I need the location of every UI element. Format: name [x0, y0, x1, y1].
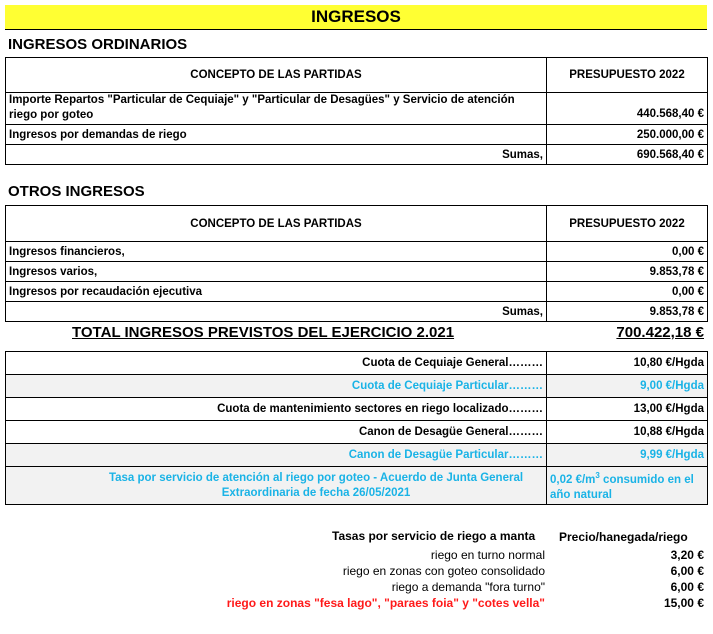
total-label: TOTAL INGRESOS PREVISTOS DEL EJERCICIO 2.021 — [72, 324, 455, 341]
fee-label: Canon de Desagüe Particular……… — [6, 444, 547, 467]
fee-value: 10,88 €/Hgda — [547, 421, 708, 444]
fee-value: 13,00 €/Hgda — [547, 398, 708, 421]
other-row-concept: Ingresos financieros, — [6, 242, 547, 262]
other-income-title: OTROS INGRESOS — [8, 183, 145, 200]
page-title-banner: INGRESOS — [5, 5, 707, 30]
manta-row-label-alert: riego en zonas "fesa lago", "paraes foia" y "cotes vella" — [226, 596, 545, 610]
other-sum-label: Sumas, — [6, 302, 547, 322]
ordinary-row-amount: 440.568,40 € — [547, 93, 708, 125]
budget-header: PRESUPUESTO 2022 — [547, 206, 708, 242]
other-income-table — [5, 205, 708, 322]
fee-label: Cuota de Cequiaje General……… — [6, 352, 547, 375]
fee-label: Cuota de mantenimiento sectores en riego localizado……… — [6, 398, 547, 421]
fee-label: Canon de Desagüe General……… — [6, 421, 547, 444]
other-row-amount: 0,00 € — [547, 242, 708, 262]
ordinary-income-table — [5, 57, 708, 165]
other-row-amount: 0,00 € — [547, 282, 708, 302]
manta-title: Tasas por servicio de riego a manta — [332, 529, 536, 543]
manta-row-value: 15,00 € — [663, 596, 704, 610]
drip-fee-value: 0,02 $€/m^3$ consumido en el año natural — [547, 467, 708, 505]
manta-row-value: 6,00 € — [670, 580, 704, 594]
manta-row-label: riego en zonas con goteo consolidado — [342, 564, 545, 578]
fee-value: 9,99 €/Hgda — [547, 444, 708, 467]
fee-value: 9,00 €/Hgda — [547, 375, 708, 398]
ordinary-row-concept: Ingresos por demandas de riego — [6, 125, 547, 145]
ordinary-sum-label: Sumas, — [6, 145, 547, 165]
manta-row-value: 3,20 € — [670, 548, 704, 562]
ordinary-sum-amount: 690.568,40 € — [547, 145, 708, 165]
other-row-amount: 9.853,78 € — [547, 262, 708, 282]
manta-row-label: riego en turno normal — [430, 548, 545, 562]
manta-row-value: 6,00 € — [670, 564, 704, 578]
other-row-concept: Ingresos varios, — [6, 262, 547, 282]
concept-header: CONCEPTO DE LAS PARTIDAS — [6, 58, 547, 93]
manta-column-header: Precio/hanegada/riego — [559, 530, 688, 544]
ordinary-row-concept: Importe Repartos "Particular de Cequiaje" y "Particular de Desagües" y Servicio de atención riego por goteo — [6, 93, 547, 125]
concept-header: CONCEPTO DE LAS PARTIDAS — [6, 206, 547, 242]
total-amount: 700.422,18 € — [616, 324, 704, 341]
ordinary-income-title: INGRESOS ORDINARIOS — [8, 36, 188, 53]
fee-label: Cuota de Cequiaje Particular……… — [6, 375, 547, 398]
ordinary-row-amount: 250.000,00 € — [547, 125, 708, 145]
drip-fee-label: Tasa por servicio de atención al riego por goteo - Acuerdo de Junta General Extraordinaria de fecha 26/05/2021 — [6, 467, 547, 505]
other-sum-amount: 9.853,78 € — [547, 302, 708, 322]
fees-table — [5, 351, 708, 505]
other-row-concept: Ingresos por recaudación ejecutiva — [6, 282, 547, 302]
manta-row-label: riego a demanda "fora turno" — [391, 580, 545, 594]
budget-header: PRESUPUESTO 2022 — [547, 58, 708, 93]
fee-value: 10,80 €/Hgda — [547, 352, 708, 375]
